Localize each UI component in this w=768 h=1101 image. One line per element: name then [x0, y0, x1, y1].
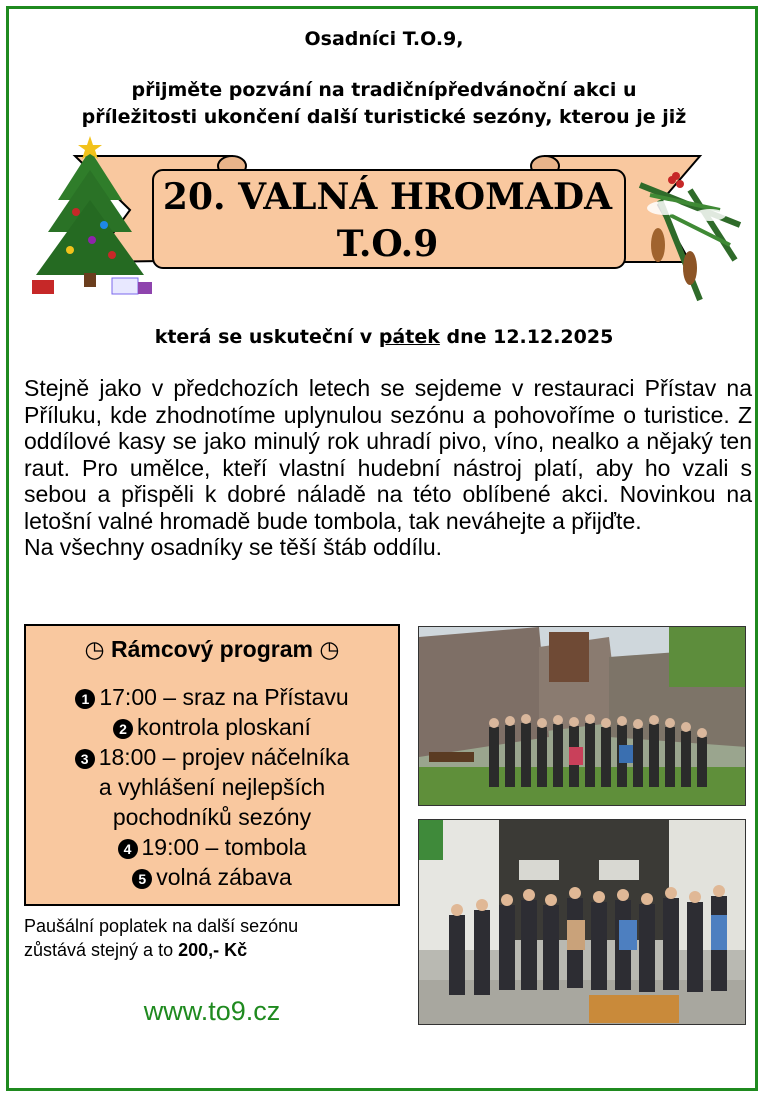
program-item: 4 19:00 – tombola: [26, 832, 398, 862]
fee-line-2: zůstává stejný a to 200,- Kč: [24, 940, 248, 960]
fee-amount: 200,- Kč: [178, 940, 248, 960]
fee-line-1: Paušální poplatek na další sezónu: [24, 916, 299, 936]
program-item-continued: a vyhlášení nejlepších: [98, 774, 326, 800]
banner-title: 20. VALNÁ HROMADA: [162, 176, 613, 218]
pine-branch-icon: [640, 172, 740, 300]
number-badge: 5: [132, 869, 152, 889]
program-heading: [26, 636, 398, 663]
group-photo-ruins: [418, 626, 746, 806]
number-badge: 1: [75, 689, 95, 709]
date-prefix: která se uskuteční v: [154, 326, 373, 348]
greeting: Osadníci T.O.9,: [304, 28, 464, 50]
clock-icon: ◷: [319, 636, 340, 662]
invite-line-1: přijměte pozvání na tradičnípředvánoční akci u: [131, 79, 637, 101]
number-badge: 2: [113, 719, 133, 739]
body-closing: Na všechny osadníky se těší štáb oddílu.: [24, 534, 443, 560]
program-item-continued: pochodníků sezóny: [112, 804, 312, 830]
date-value: dne 12.12.2025: [446, 326, 614, 348]
banner-subtitle: T.O.9: [336, 223, 439, 265]
program-title: Rámcový program: [111, 636, 313, 662]
program-item: 3 18:00 – projev náčelníka: [26, 742, 398, 772]
program-item: 1 17:00 – sraz na Přístavu: [26, 682, 398, 712]
invitation-body: [24, 375, 752, 561]
program-item: 5 volná zábava: [26, 862, 398, 892]
group-photo-pub: [418, 819, 746, 1025]
fee-note: [24, 914, 404, 962]
date-day: pátek: [378, 326, 440, 348]
body-paragraph: Stejně jako v předchozích letech se sejdeme v restauraci Přístav na Příluku, kde zhodnotíme uplynulou sezónu a pohovoříme o turistice. Z oddílové kasy se jako minulý rok uhradí pivo, víno, nealko a nějaký ten raut. Pro umělce, kteří vlastní hudební nástroj platí, aby ho vzali s sebou a přispěli k dobré náladě na této oblíbené akci. Novinkou na letošní valné hromadě bude tombola, tak neváhejte a přijďte.: [24, 375, 752, 534]
program-box: [24, 624, 400, 906]
program-item: 2 kontrola ploskaní: [26, 712, 398, 742]
number-badge: 4: [118, 839, 138, 859]
invite-line-2: příležitosti ukončení další turistické sezóny, kterou je již: [81, 106, 687, 128]
number-badge: 3: [75, 749, 95, 769]
clock-icon: ◷: [84, 636, 105, 662]
website-link[interactable]: www.to9.cz: [143, 996, 281, 1026]
event-date: [0, 326, 768, 348]
title-banner: [0, 135, 768, 305]
program-list: [26, 682, 398, 892]
